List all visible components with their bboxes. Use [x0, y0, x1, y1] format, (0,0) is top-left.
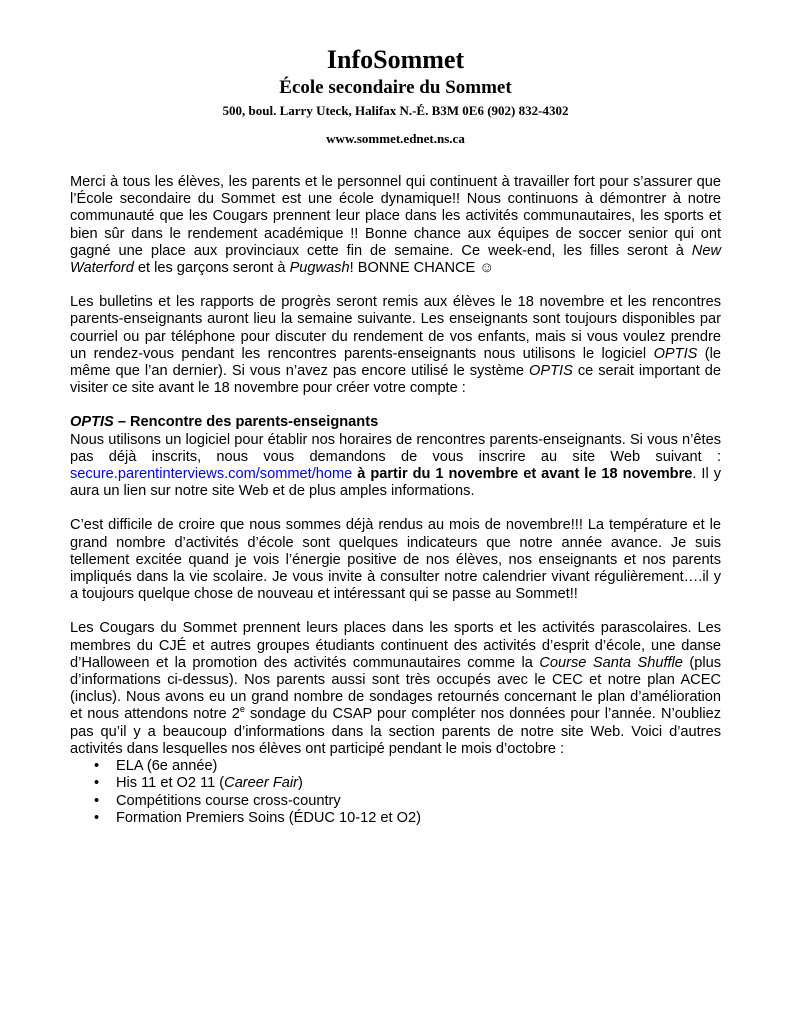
text-run: . Il y aura un lien sur notre site Web et de plus amples informations.	[70, 466, 721, 500]
list-item: • ELA (6e année)	[116, 758, 721, 775]
school-name: École secondaire du Sommet	[279, 77, 512, 98]
paragraph-welcome	[70, 174, 721, 277]
text-run: – Rencontre des parents-enseignants	[113, 414, 379, 431]
italic-run: Career Fair	[224, 775, 298, 792]
text-run: )	[297, 775, 303, 792]
text-run: et les garçons seront à	[133, 260, 290, 277]
paragraph-activities	[70, 620, 721, 758]
school-website: www.sommet.ednet.ns.ca	[326, 131, 465, 146]
newsletter-title: InfoSommet	[326, 45, 465, 74]
text-run: ce serait important de visiter ce site avant le 18 novembre pour créer votre compte :	[70, 363, 721, 397]
list-item	[116, 775, 721, 792]
italic-run: Course Santa Shuffle	[539, 654, 683, 671]
italic-run: OPTIS	[529, 363, 573, 380]
italic-run: OPTIS	[653, 345, 698, 362]
italic-run: Pugwash	[289, 260, 350, 277]
bold-run: à partir du 1 novembre et avant le 18 novembre	[352, 466, 693, 483]
text-run: Les Cougars du Sommet prennent leurs places dans les sports et les activités parascolaires. Les membres du CJÉ et autres groupes étudiants continuent des activités d’esprit d’école, une danse d’Halloween et la promotion des activités communautaires comme la	[70, 620, 721, 671]
activities-list	[70, 758, 721, 827]
paragraph-optis	[70, 432, 721, 501]
school-address: 500, boul. Larry Uteck, Halifax N.-É. B3M 0E6 (902) 832-4302	[222, 103, 569, 118]
text-run: Les bulletins et les rapports de progrès seront remis aux élèves le 18 novembre et les rencontres parents-enseignants auront lieu la semaine suivante. Les enseignants sont toujours disponibles par courriel ou par téléphone pour discuter du rendement de vos enfants, mais si vous voulez prendre un rendez-vous pendant les rencontres parents-enseignants nous utilisons le logiciel	[70, 294, 721, 362]
text-run: Nous utilisons un logiciel pour établir nos horaires de rencontres parents-enseignants. Si vous n’êtes pas déjà inscrits, nous vous demandons de vous inscrire au site Web suivant :	[70, 431, 721, 465]
text-run: ! BONNE CHANCE ☺	[349, 260, 495, 277]
superscript-run: e	[239, 704, 245, 715]
paragraph-november: C’est difficile de croire que nous sommes déjà rendus au mois de novembre!!! La température et le grand nombre d’activités d’école sont quelques indicateurs que notre année avance. Je suis tellement excitée quand je vois l’énergie positive de nos élèves, nos enseignants et nos parents impliqués dans la vie scolaire. Je vous invite à consulter notre calendrier vivant régulièrement….il y a toujours quelque chose de nouveau et intéressant qui se passe au Sommet!!	[70, 517, 721, 603]
parentinterviews-link[interactable]: secure.parentinterviews.com/sommet/home	[70, 466, 353, 483]
text-run: sondage du CSAP pour compléter nos données pour l’année. N’oubliez pas qu’il y a beaucoup d’informations dans la section parents de notre site Web. Voici d’autres activités dans lesquelles nos élèves ont participé pendant le mois d’octobre :	[70, 706, 721, 757]
newsletter-body	[70, 174, 721, 827]
text-run: (le même que l’an dernier). Si vous n’avez pas encore utilisé le système	[70, 345, 722, 380]
list-item: • Compétitions course cross-country	[116, 793, 721, 810]
list-item: • Formation Premiers Soins (ÉDUC 10-12 et O2)	[116, 810, 721, 827]
masthead	[0, 44, 791, 148]
italic-run: New Waterford	[70, 242, 721, 277]
text-run: His 11 et O2 11 (	[116, 775, 225, 792]
optis-heading	[70, 414, 721, 431]
paragraph-report-cards	[70, 294, 721, 397]
text-run: (plus d’informations ci-dessus). Nos parents aussi sont très occupés avec le CEC et notre plan ACEC (inclus). Nous avons eu un grand nombre de sondages retournés concernant le plan d’amélioration et nous attendons notre 2	[70, 654, 721, 723]
text-run: Merci à tous les élèves, les parents et le personnel qui continuent à travailler fort pour s’assurer que l’École secondaire du Sommet est une école dynamique!! Nous continuons à démontrer à notre communauté que les Cougars prennent leur place dans les activités communautaires, les sports et bien sûr dans le rendement académique !! Bonne chance aux équipes de soccer senior qui ont gagné une place aux provinciaux cette fin de semaine. Ce week-end, les filles seront à	[70, 174, 721, 259]
italic-run: OPTIS	[70, 414, 114, 431]
